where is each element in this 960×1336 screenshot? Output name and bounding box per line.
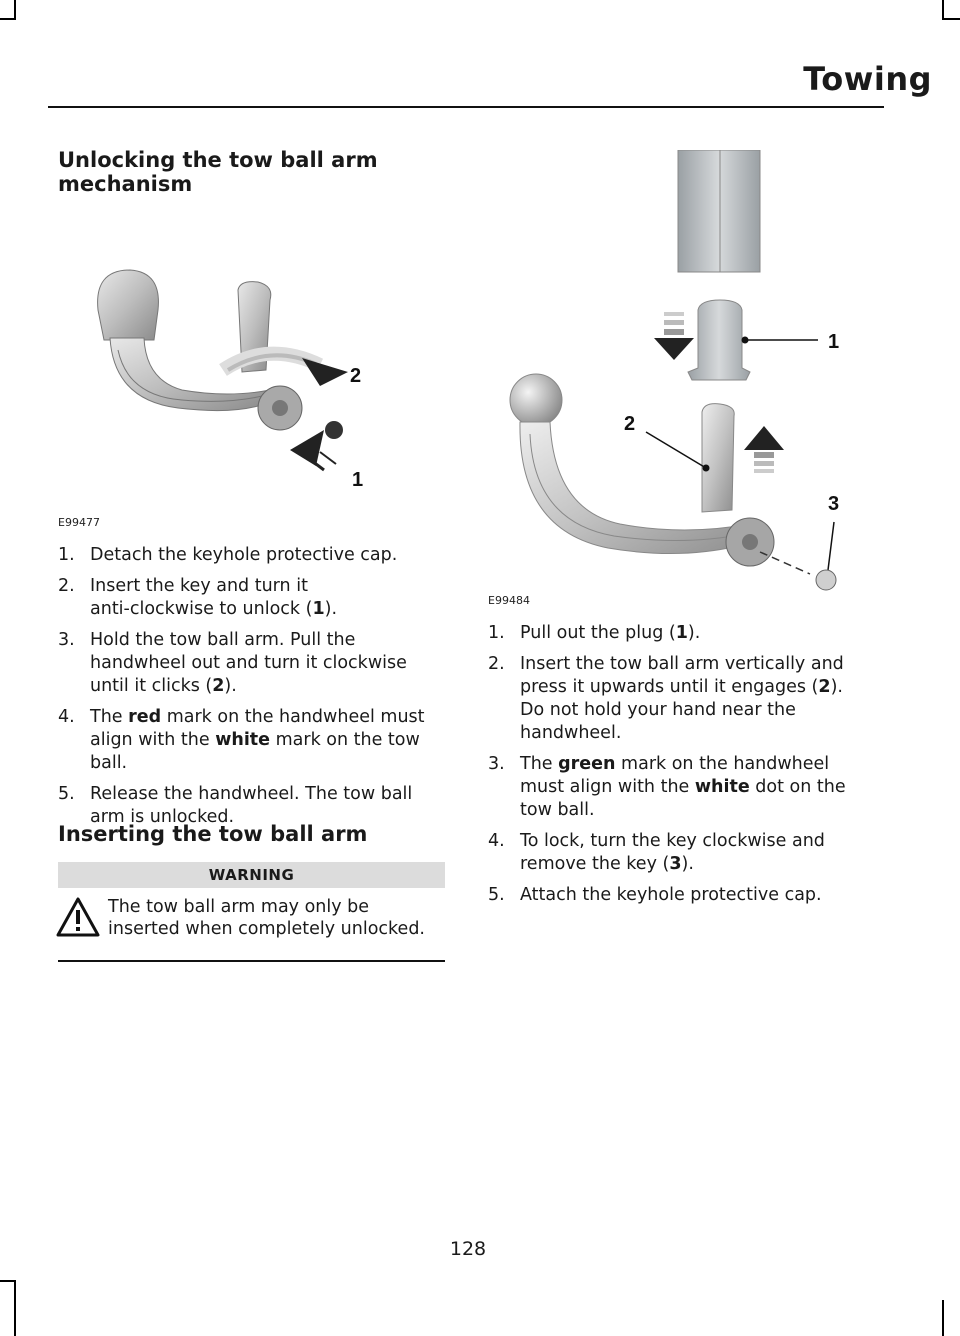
- figure-inserting-tow-ball: [488, 150, 868, 600]
- list-item-number: 3.: [488, 754, 505, 774]
- list-item-text: The red mark on the handwheel must align with the white mark on the tow ball.: [90, 707, 425, 773]
- list-item-number: 4.: [488, 831, 505, 851]
- page-number: 128: [449, 1238, 487, 1260]
- list-item-text: Insert the tow ball arm vertically and press it upwards until it engages (2). Do not hold your hand near the handwheel.: [520, 654, 844, 743]
- list-item-number: 3.: [58, 630, 75, 650]
- list-item-number: 4.: [58, 707, 75, 727]
- page-header-title: Towing: [803, 60, 932, 98]
- list-item-text: The green mark on the handwheel must align with the white dot on the tow ball.: [520, 754, 846, 820]
- list-item-text: Hold the tow ball arm. Pull the handwheel out and turn it clockwise until it clicks (2).: [90, 630, 407, 696]
- header-rule: [48, 106, 884, 108]
- callout-2: 2: [624, 413, 636, 435]
- list-item-text: Insert the key and turn it anti-clockwise to unlock (1).: [90, 576, 338, 619]
- list-item: [58, 629, 450, 698]
- warning-text: The tow ball arm may only be inserted when completely unlocked.: [108, 897, 425, 939]
- unlock-steps-list: [58, 544, 450, 837]
- list-item: [58, 544, 450, 567]
- list-item-number: 1.: [58, 545, 75, 565]
- section-heading-unlocking: Unlocking the tow ball arm mechanism: [58, 148, 378, 196]
- callout-1: 1: [828, 331, 840, 353]
- list-item-text: Pull out the plug (1).: [520, 623, 701, 643]
- section-heading-inserting: Inserting the tow ball arm: [58, 822, 368, 846]
- list-item: [488, 884, 888, 907]
- crop-mark-bottom-right-v: [942, 1300, 944, 1336]
- crop-mark-top-left-v: [14, 0, 16, 20]
- list-item: [488, 753, 888, 822]
- callout-3: 3: [828, 493, 840, 515]
- figure-code: E99484: [488, 594, 530, 607]
- list-item-number: 5.: [488, 885, 505, 905]
- list-item-number: 1.: [488, 623, 505, 643]
- list-item: [488, 653, 888, 745]
- figure-unlocking-tow-ball: [58, 230, 388, 520]
- insert-steps-list: [488, 622, 888, 915]
- warning-triangle-icon: [56, 897, 100, 937]
- crop-mark-bottom-left-h: [0, 1280, 16, 1282]
- list-item: [58, 706, 450, 775]
- warning-rule: [58, 960, 445, 962]
- callout-2: 2: [350, 365, 362, 387]
- list-item: [488, 830, 888, 876]
- list-item-text: Detach the keyhole protective cap.: [90, 545, 398, 565]
- list-item-text: Release the handwheel. The tow ball arm is unlocked.: [90, 784, 413, 827]
- warning-label: WARNING: [58, 862, 445, 888]
- crop-mark-top-right-h: [942, 18, 960, 20]
- list-item-text: Attach the keyhole protective cap.: [520, 885, 822, 905]
- crop-mark-top-left-h: [0, 18, 16, 20]
- callout-1: 1: [352, 469, 364, 491]
- list-item-number: 2.: [58, 576, 75, 596]
- list-item: [488, 622, 888, 645]
- figure-code: E99477: [58, 516, 100, 529]
- list-item-number: 5.: [58, 784, 75, 804]
- list-item: [58, 575, 450, 621]
- list-item-number: 2.: [488, 654, 505, 674]
- list-item-text: To lock, turn the key clockwise and remove the key (3).: [520, 831, 825, 874]
- crop-mark-top-right-v: [942, 0, 944, 20]
- crop-mark-bottom-left-v: [14, 1280, 16, 1336]
